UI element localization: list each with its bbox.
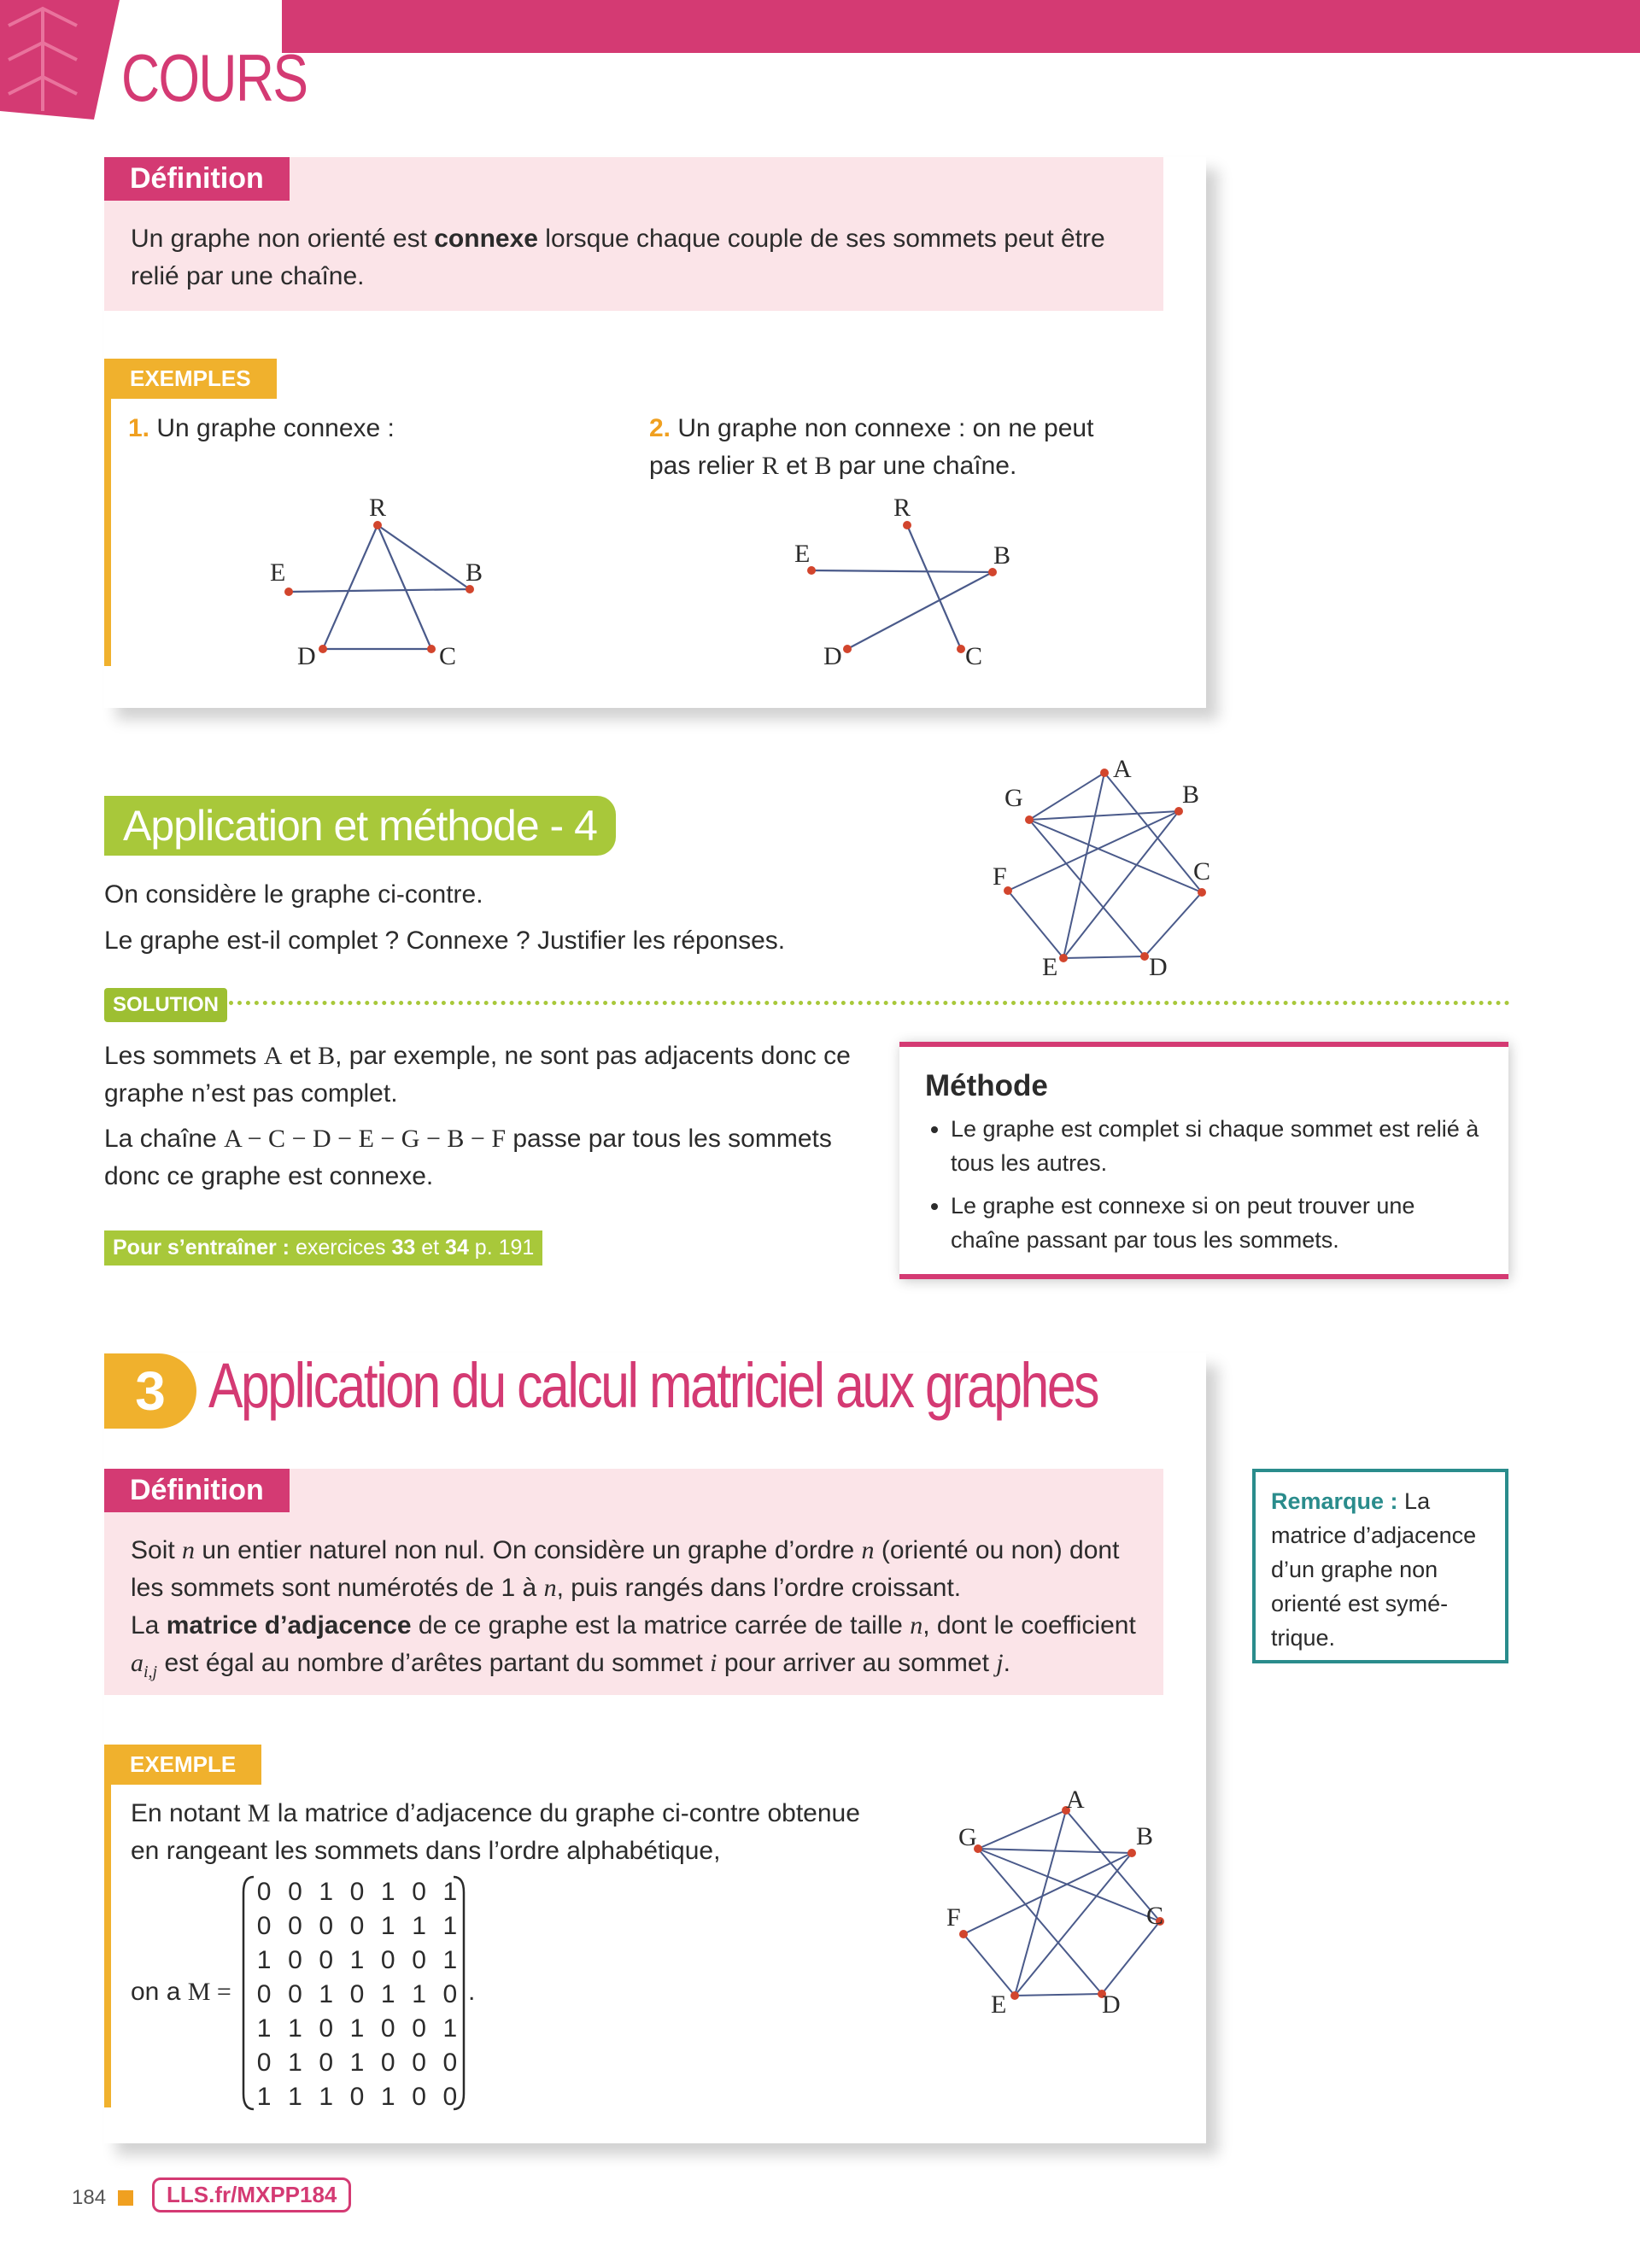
label-F: F bbox=[946, 1903, 961, 1932]
matrix-cell: 0 bbox=[380, 2049, 395, 2077]
def-keyword: connexe bbox=[434, 225, 538, 253]
vertex-E bbox=[284, 587, 293, 596]
def-text-a: Un graphe non orienté est bbox=[131, 225, 435, 253]
label-B: B bbox=[466, 558, 483, 587]
matrix-cell: 0 bbox=[349, 2083, 365, 2111]
matrix-cell: 0 bbox=[380, 2014, 395, 2043]
label-D: D bbox=[1102, 1990, 1121, 2019]
matrix-cell: 0 bbox=[412, 1878, 426, 1906]
example-2-caption-a: Un graphe non connexe : on ne peut pas relier bbox=[649, 414, 1094, 480]
def2-p2f: . bbox=[1003, 1649, 1010, 1677]
matrix-cell: 0 bbox=[319, 1912, 334, 1940]
solution-divider bbox=[229, 1001, 1510, 1005]
matrix-cell: 1 bbox=[349, 2014, 365, 2043]
solution-paragraph-1 bbox=[104, 1038, 882, 1113]
def2-n: n bbox=[861, 1536, 875, 1564]
examples-tag: EXEMPLES bbox=[104, 359, 277, 399]
example-2-text bbox=[649, 410, 1128, 485]
definition-tag: Définition bbox=[104, 157, 290, 201]
application-line-2: Le graphe est-il complet ? Connexe ? Justifier les réponses. bbox=[104, 926, 786, 955]
matrix-grid bbox=[249, 1875, 466, 2114]
matrix-cell: 1 bbox=[256, 2083, 272, 2111]
matrix-row bbox=[249, 2080, 466, 2114]
method-list bbox=[925, 1112, 1483, 1257]
matrix-cell: 1 bbox=[380, 1980, 395, 2008]
matrix-cell: 0 bbox=[442, 2083, 458, 2111]
matrix-row bbox=[249, 2012, 466, 2046]
def2-p2b: de ce graphe est la matrice carrée de taille bbox=[411, 1611, 911, 1640]
ex2-text-b: la matrice d’adjacence du graphe ci-contre obtenue en rangeant les sommets dans l’ordre alphabétique, bbox=[131, 1799, 860, 1865]
def2-p2a: La bbox=[131, 1611, 167, 1640]
matrix-period: . bbox=[468, 1978, 476, 2006]
footer-link[interactable]: LLS.fr/MXPP184 bbox=[152, 2177, 351, 2212]
graph-non-connexe bbox=[786, 487, 1042, 675]
example-1-number: 1. bbox=[128, 414, 150, 442]
page-number: 184 bbox=[72, 2186, 107, 2209]
def2-j: j bbox=[996, 1649, 1004, 1677]
graph-seven-vertices bbox=[982, 751, 1239, 991]
label-R: R bbox=[369, 494, 387, 522]
label-A: A bbox=[1113, 755, 1132, 783]
matrix-cell: 0 bbox=[256, 1980, 272, 2008]
label-B: B bbox=[1182, 780, 1200, 809]
def2-n: n bbox=[182, 1536, 196, 1564]
section-number: 3 bbox=[104, 1353, 196, 1429]
train-ex-34: 34 bbox=[445, 1236, 469, 1260]
adjacency-matrix bbox=[242, 1875, 466, 2111]
vertex-C bbox=[427, 645, 436, 653]
matrix-cell: 1 bbox=[349, 1946, 365, 1974]
example-intro-text bbox=[131, 1795, 882, 1870]
ex2-M: M bbox=[247, 1799, 271, 1827]
matrix-cell: 1 bbox=[319, 1878, 334, 1906]
matrix-cell: 1 bbox=[380, 2083, 395, 2111]
label-R: R bbox=[893, 494, 911, 522]
section-label: COURS bbox=[121, 40, 308, 115]
matrix-cell: 0 bbox=[412, 1946, 426, 1974]
vertex-R bbox=[903, 521, 911, 529]
matrix-cell: 1 bbox=[412, 1980, 426, 2008]
label-B: B bbox=[1136, 1822, 1154, 1850]
vertex-B bbox=[1128, 1849, 1136, 1857]
def2-p1c: (orienté ou non) dont les sommets sont numérotés de 1 à bbox=[131, 1536, 1120, 1602]
matrix-cell: 0 bbox=[319, 2049, 334, 2077]
sol1-et: et bbox=[282, 1042, 319, 1070]
label-C: C bbox=[1193, 857, 1211, 886]
section-title: Application du calcul matriciel aux graphes bbox=[208, 1350, 1098, 1421]
matrix-cell: 1 bbox=[288, 2083, 302, 2111]
matrix-cell: 1 bbox=[380, 1912, 395, 1940]
vertex-E bbox=[1059, 954, 1068, 962]
vertex-B-ref: B bbox=[814, 452, 832, 480]
def2-keyword: matrice d’adjacence bbox=[166, 1611, 412, 1640]
label-C: C bbox=[1146, 1902, 1164, 1930]
matrix-cell: 0 bbox=[442, 1980, 458, 2008]
matrix-equation-label bbox=[131, 1973, 231, 2011]
label-G: G bbox=[958, 1823, 977, 1851]
matrix-cell: 0 bbox=[380, 1946, 395, 1974]
label-C: C bbox=[965, 642, 983, 670]
def-text-b: lorsque chaque couple de ses sommets peut être relié par une chaîne. bbox=[131, 225, 1105, 290]
M-eq: M = bbox=[187, 1978, 231, 2006]
def2-n: n bbox=[543, 1574, 557, 1602]
remark-text: La matrice d’adjacence d’un graphe non orienté est symétrique. bbox=[1271, 1488, 1477, 1651]
train-page: p. 191 bbox=[468, 1236, 535, 1260]
vertex-D bbox=[1140, 952, 1149, 961]
label-E: E bbox=[270, 558, 286, 587]
matrix-cell: 1 bbox=[412, 1912, 426, 1940]
matrix-row bbox=[249, 1875, 466, 1909]
matrix-row bbox=[249, 2046, 466, 2080]
matrix-cell: 1 bbox=[349, 2049, 365, 2077]
ex2-text-a: En notant bbox=[131, 1799, 248, 1827]
def2-n: n bbox=[910, 1611, 923, 1640]
vertex-R-ref: R bbox=[761, 452, 779, 480]
matrix-cell: 0 bbox=[256, 1912, 272, 1940]
matrix-cell: 0 bbox=[256, 1878, 272, 1906]
matrix-cell: 0 bbox=[319, 2014, 334, 2043]
training-link[interactable] bbox=[104, 1230, 542, 1266]
definition-text bbox=[131, 220, 1147, 295]
label-E: E bbox=[991, 1990, 1007, 2019]
example-2-number: 2. bbox=[649, 414, 671, 442]
matrix-cell: 1 bbox=[319, 1980, 334, 2008]
label-G: G bbox=[1004, 784, 1023, 812]
sol2-a: La chaîne bbox=[104, 1125, 225, 1153]
vertex-G bbox=[1025, 815, 1034, 824]
example-tag: EXEMPLE bbox=[104, 1745, 261, 1785]
def2-p2c: , dont le coefficient bbox=[922, 1611, 1136, 1640]
label-D: D bbox=[297, 642, 316, 670]
example-2-bar bbox=[104, 1745, 111, 2107]
solution-tag: SOLUTION bbox=[104, 988, 227, 1022]
remark-box bbox=[1252, 1469, 1508, 1663]
footer-square bbox=[118, 2190, 133, 2206]
matrix-cell: 0 bbox=[288, 1878, 302, 1906]
def2-i: i bbox=[710, 1649, 718, 1677]
example-2-caption-b: par une chaîne. bbox=[831, 452, 1017, 480]
def2-p2d: est égal au nombre d’arêtes partant du sommet bbox=[157, 1649, 711, 1677]
def2-p1b: un entier naturel non nul. On considère un graphe d’ordre bbox=[195, 1536, 862, 1564]
method-title: Méthode bbox=[925, 1069, 1048, 1102]
application-line-1: On considère le graphe ci-contre. bbox=[104, 880, 483, 909]
method-item: • Le graphe est connexe si on peut trouver une chaîne passant par tous les sommets. bbox=[951, 1189, 1483, 1257]
matrix-cell: 0 bbox=[288, 1980, 302, 2008]
graph-connexe bbox=[256, 487, 512, 675]
remark-label: Remarque : bbox=[1271, 1488, 1398, 1514]
vertex-C bbox=[957, 645, 965, 653]
matrix-cell: 0 bbox=[349, 1980, 365, 2008]
solution-paragraph-2 bbox=[104, 1120, 882, 1195]
matrix-cell: 0 bbox=[412, 2083, 426, 2111]
matrix-cell: 0 bbox=[412, 2049, 426, 2077]
vertex-D bbox=[319, 645, 327, 653]
header-band bbox=[282, 0, 1640, 53]
matrix-bracket-right bbox=[452, 1875, 466, 2111]
matrix-cell: 0 bbox=[288, 1912, 302, 1940]
definition-2-tag: Définition bbox=[104, 1469, 290, 1512]
train-et: et bbox=[415, 1236, 446, 1260]
label-D: D bbox=[823, 642, 842, 670]
matrix-cell: 1 bbox=[442, 1912, 458, 1940]
matrix-cell: 1 bbox=[380, 1878, 395, 1906]
matrix-cell: 1 bbox=[256, 2014, 272, 2043]
matrix-row bbox=[249, 1909, 466, 1944]
label-E: E bbox=[794, 540, 811, 568]
sol1-a: Les sommets bbox=[104, 1042, 264, 1070]
example-1-caption: Un graphe connexe : bbox=[149, 414, 395, 442]
train-ex-33: 33 bbox=[391, 1236, 416, 1260]
train-text: exercices bbox=[290, 1236, 392, 1260]
vertex-D bbox=[843, 645, 852, 653]
matrix-cell: 1 bbox=[288, 2014, 302, 2043]
matrix-row bbox=[249, 1944, 466, 1978]
matrix-row bbox=[249, 1978, 466, 2012]
application-tag: Application et méthode - 4 bbox=[104, 796, 616, 856]
matrix-cell: 1 bbox=[256, 1946, 272, 1974]
matrix-cell: 0 bbox=[319, 1946, 334, 1974]
definition-2-text bbox=[131, 1532, 1151, 1691]
sol1-vertex-A: A bbox=[263, 1042, 283, 1070]
label-F: F bbox=[993, 862, 1007, 891]
label-A: A bbox=[1066, 1789, 1085, 1814]
matrix-cell: 0 bbox=[349, 1878, 365, 1906]
label-E: E bbox=[1042, 953, 1058, 981]
vertex-C bbox=[1198, 888, 1206, 897]
matrix-cell: 1 bbox=[442, 2014, 458, 2043]
method-item: • Le graphe est complet si chaque sommet est relié à tous les autres. bbox=[951, 1112, 1483, 1180]
vertex-R bbox=[373, 521, 382, 529]
matrix-cell: 1 bbox=[442, 1946, 458, 1974]
train-label: Pour s’entraîner : bbox=[113, 1236, 290, 1260]
def2-ij: i,j bbox=[144, 1663, 158, 1681]
matrix-cell: 0 bbox=[349, 1912, 365, 1940]
on-a: on a bbox=[131, 1978, 188, 2006]
matrix-cell: 0 bbox=[442, 2049, 458, 2077]
def2-p2e: pour arriver au sommet bbox=[717, 1649, 997, 1677]
corner-ornament bbox=[0, 0, 120, 120]
matrix-cell: 1 bbox=[288, 2049, 302, 2077]
matrix-cell: 0 bbox=[288, 1946, 302, 1974]
label-B: B bbox=[993, 541, 1011, 570]
label-C: C bbox=[439, 642, 457, 670]
sol2-chain: A − C − D − E − G − B − F bbox=[224, 1125, 507, 1153]
vertex-E bbox=[1010, 1991, 1019, 2000]
matrix-cell: 1 bbox=[319, 2083, 334, 2111]
matrix-cell: 0 bbox=[256, 2049, 272, 2077]
matrix-cell: 0 bbox=[412, 2014, 426, 2043]
graph-example-seven-vertices bbox=[940, 1789, 1196, 2028]
sol2-b: passe par tous les sommets donc ce graphe est connexe. bbox=[104, 1125, 832, 1190]
sol1-vertex-B: B bbox=[318, 1042, 336, 1070]
vertex-A bbox=[1100, 769, 1109, 777]
label-D: D bbox=[1149, 953, 1168, 981]
def2-p1a: Soit bbox=[131, 1536, 183, 1564]
example-1-text bbox=[128, 410, 606, 447]
matrix-cell: 1 bbox=[442, 1878, 458, 1906]
def2-a: a bbox=[131, 1649, 144, 1677]
example-2-et: et bbox=[778, 452, 815, 480]
method-box bbox=[899, 1042, 1508, 1279]
examples-bar bbox=[104, 359, 111, 666]
def2-p1d: , puis rangés dans l’ordre croissant. bbox=[556, 1574, 962, 1602]
sol1-b: , par exemple, ne sont pas adjacents donc ce graphe n’est pas complet. bbox=[104, 1042, 851, 1108]
